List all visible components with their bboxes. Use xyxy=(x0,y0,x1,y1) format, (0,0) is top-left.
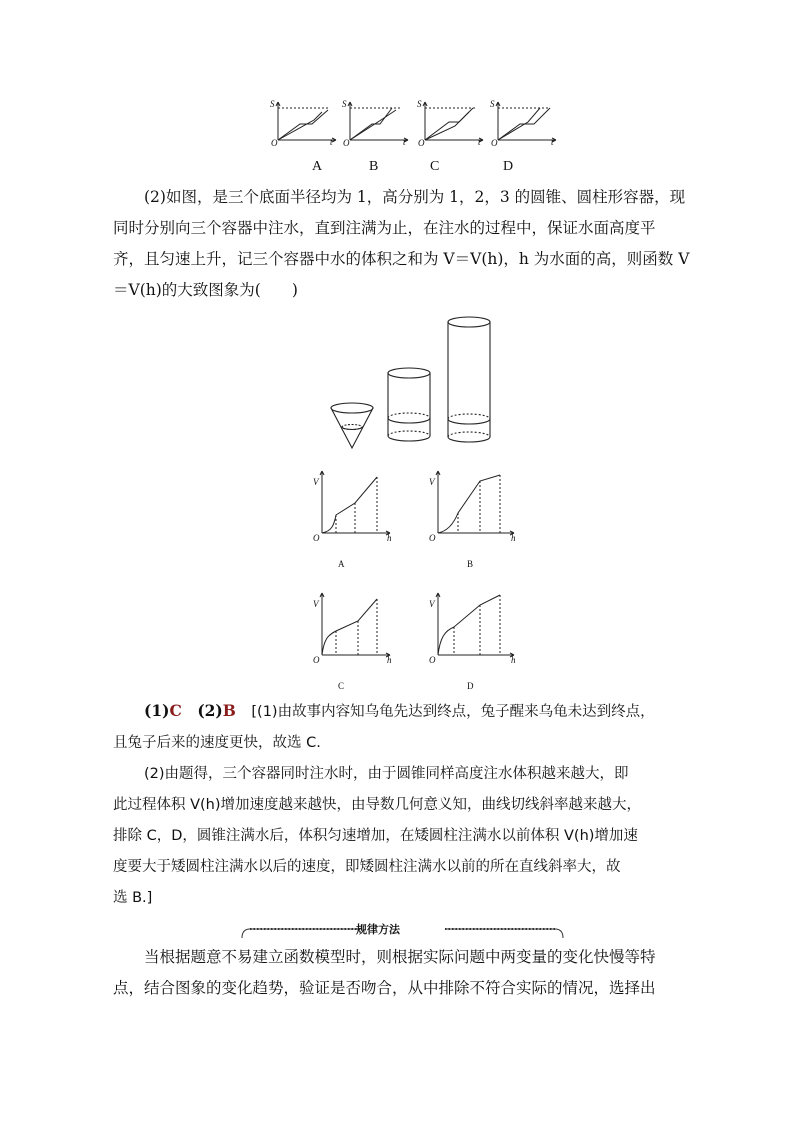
origin-label: O xyxy=(313,655,320,665)
answer-line-1 xyxy=(113,695,688,728)
s-t-graphs xyxy=(260,96,560,156)
answer-explanation: [(1)由故事内容知乌龟先达到终点，兔子醒来乌龟未达到终点， xyxy=(251,704,655,720)
origin-label: O xyxy=(429,655,436,665)
v-h-graphs xyxy=(300,465,530,665)
vh-label-a: A xyxy=(338,559,345,569)
question-2 xyxy=(113,182,688,306)
vh-label-d: D xyxy=(467,681,474,691)
answer-p2-line: 度要大于矮圆柱注满水以后的速度，即矮圆柱注满水以前的所在直线斜率大，故 xyxy=(113,859,621,875)
method-banner-title: 规律方法 xyxy=(356,923,400,936)
graph-c xyxy=(423,102,483,142)
option-label-d: D xyxy=(503,159,514,174)
graph-b xyxy=(348,102,408,142)
option-label-b: B xyxy=(369,159,379,174)
method-line: 点，结合图象的变化趋势，验证是否吻合，从中排除不符合实际的情况，选择出 xyxy=(113,979,656,997)
containers-figure xyxy=(325,312,500,452)
axis-y-label: V xyxy=(429,477,435,487)
vh-label-b: B xyxy=(467,559,474,569)
origin-label: O xyxy=(429,533,436,543)
short-cylinder-container xyxy=(388,368,430,441)
question-line: 齐，且匀速上升，记三个容器中水的体积之和为 V＝V(h)，h 为水面的高，则函数 V xyxy=(113,250,690,268)
method-text xyxy=(113,942,688,1004)
option-label-c: C xyxy=(430,159,440,174)
vh-label-c: C xyxy=(338,681,345,691)
vh-graph-c xyxy=(320,593,390,657)
origin-label: O xyxy=(418,138,425,148)
axis-x-label: h xyxy=(387,533,392,543)
answer-p2-line: 排除 C，D，圆锥注满水后，体积匀速增加，在矮圆柱注满水以前体积 V(h)增加速 xyxy=(113,828,638,844)
axis-x-label: h xyxy=(511,533,516,543)
part1-choice: C xyxy=(169,701,182,720)
axis-x-label: t xyxy=(478,137,481,147)
origin-label: O xyxy=(491,138,498,148)
vh-graph-a xyxy=(320,471,390,535)
part2-choice: B xyxy=(222,701,236,720)
axis-y-label: V xyxy=(429,599,435,609)
axis-y-label: S xyxy=(490,99,495,109)
method-banner-frame xyxy=(240,918,565,940)
part2-label: (2) xyxy=(197,701,223,720)
cone-container xyxy=(331,403,373,448)
axis-y-label: S xyxy=(342,99,347,109)
axis-x-label: t xyxy=(330,137,333,147)
method-line: 当根据题意不易建立函数模型时，则根据实际问题中两变量的变化快慢等特 xyxy=(144,948,656,966)
vh-graph-b xyxy=(436,471,514,535)
axis-x-label: h xyxy=(387,655,392,665)
tall-cylinder-container xyxy=(448,317,490,442)
question-line: (2)如图，是三个底面半径均为 1，高分别为 1，2，3 的圆锥、圆柱形容器，现 xyxy=(144,188,686,206)
axis-y-label: V xyxy=(313,477,319,487)
answer-p2-line: (2)由题得，三个容器同时注水时，由于圆锥同样高度注水体积越来越大，即 xyxy=(144,766,629,782)
answer-block xyxy=(113,695,688,914)
origin-label: O xyxy=(271,138,278,148)
graph-d xyxy=(496,102,556,142)
axis-x-label: t xyxy=(403,137,406,147)
question-line: ＝V(h)的大致图象为( ) xyxy=(113,281,298,299)
origin-label: O xyxy=(343,138,350,148)
axis-y-label: S xyxy=(417,99,422,109)
part1-label: (1) xyxy=(144,701,170,720)
answer-p2-line: 选 B.] xyxy=(113,890,153,906)
question-line: 同时分别向三个容器中注水，直到注满为止，在注水的过程中，保证水面高度平 xyxy=(113,219,656,237)
origin-label: O xyxy=(313,533,320,543)
axis-y-label: V xyxy=(313,599,319,609)
axis-y-label: S xyxy=(270,99,275,109)
axis-x-label: t xyxy=(551,137,554,147)
option-label-a: A xyxy=(312,159,323,174)
graph-a xyxy=(276,102,336,142)
vh-graph-d xyxy=(436,593,514,657)
answer-p2-line: 此过程体积 V(h)增加速度越来越快，由导数几何意义知，曲线切线斜率越来越大， xyxy=(113,797,642,813)
axis-x-label: h xyxy=(511,655,516,665)
answer-line-2: 且兔子后来的速度更快，故选 C. xyxy=(113,735,321,751)
